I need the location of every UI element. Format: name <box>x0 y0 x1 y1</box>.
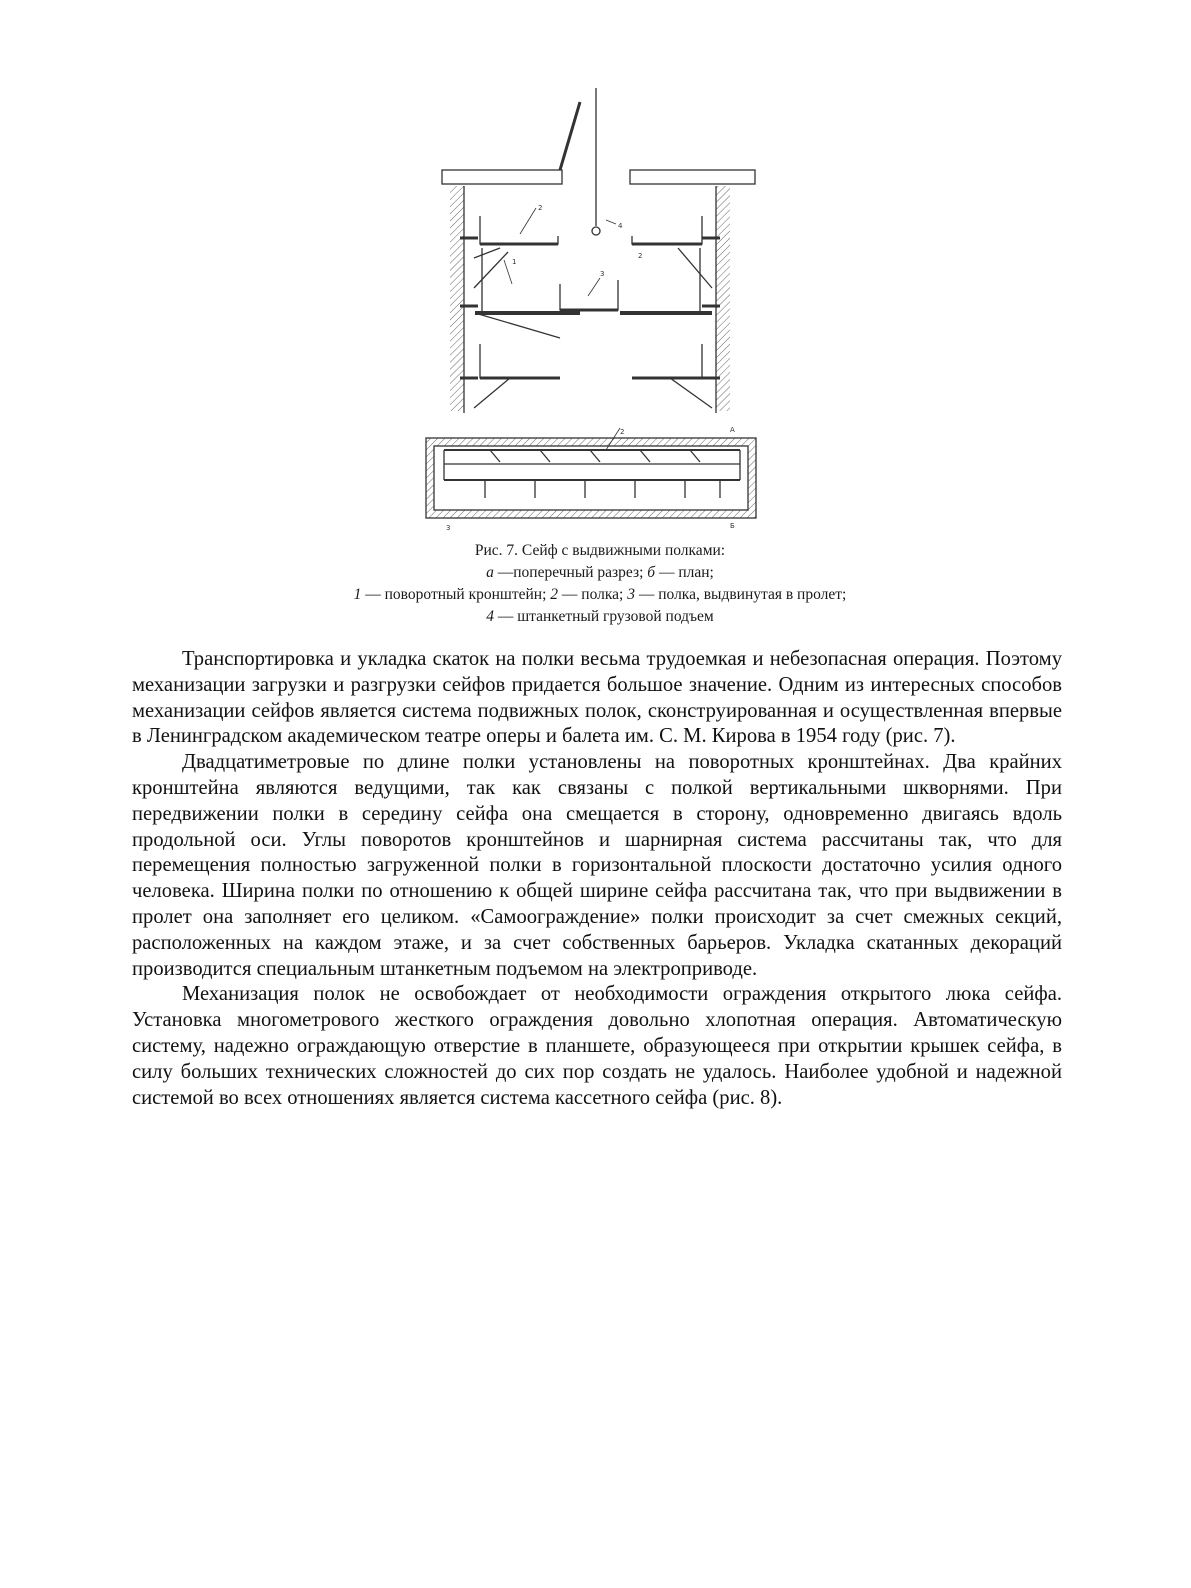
caption-4-label: 4 <box>486 608 494 625</box>
paragraph-1: Транспортировка и укладка скаток на полки весьма трудоемкая и небезопасная операция. Поэтому механизации загрузки и разгрузки сейфов придается большое значение. Одним из интересных способов механизации сейфов является система подвижных полок, сконструированная и осуществленная впервые в Ленинградском академическом театре оперы и балета им. С. М. Кирова в 1954 году (рис. 7). <box>132 648 1062 748</box>
safe-drawing-figure <box>420 88 785 536</box>
caption-a-label: а <box>486 564 494 581</box>
callout-4: 4 <box>618 222 623 230</box>
caption-1-label: 1 <box>353 586 362 603</box>
caption-3-label: 3 <box>627 586 635 603</box>
caption-a-text: —поперечный разрез; <box>493 564 648 581</box>
figure-caption <box>280 540 920 628</box>
safe-technical-drawing <box>420 88 785 536</box>
plan-view <box>426 438 756 518</box>
callout-2-plan: 2 <box>620 428 625 436</box>
caption-line-3 <box>280 584 920 606</box>
callout-1: 1 <box>512 258 517 266</box>
callout-3-plan: 3 <box>446 524 451 532</box>
caption-line-4 <box>280 606 920 628</box>
caption-title: Рис. 7. Сейф с выдвижными полками: <box>474 542 726 559</box>
caption-1-text: — поворотный кронштейн; <box>361 586 551 603</box>
section-mark-a: А <box>730 426 735 434</box>
caption-3-text: — полка, выдвинутая в пролет; <box>634 586 847 603</box>
caption-2-label: 2 <box>550 586 559 603</box>
left-shelves <box>460 216 580 408</box>
paragraph-3: Механизация полок не освобождает от необходимости ограждения открытого люка сейфа. Установка многометрового жесткого ограждения довольно хлопотная операция. Автоматическую систему, надежно ограждающую отверстие в планшете, образующееся при открытии крышек сейфа, в силу больших технических сложностей до сих пор создать не удалось. Наиболее удобной и надежной системой во всех отношениях является система кассетного сейфа (рис. 8). <box>132 983 1062 1109</box>
caption-b-text: — план; <box>655 564 714 581</box>
section-mark-b: Б <box>730 522 735 530</box>
callout-2-right: 2 <box>638 252 643 260</box>
callout-3: 3 <box>600 270 605 278</box>
body-text <box>132 647 1062 1111</box>
caption-b-label: б <box>647 564 656 581</box>
callout-2-left: 2 <box>538 204 543 212</box>
caption-4-text: — штанкетный грузовой подъем <box>493 608 714 625</box>
paragraph-2: Двадцатиметровые по длине полки установлены на поворотных кронштейнах. Два крайних кронштейна являются ведущими, так как связаны с полкой вертикальными шкворнями. При передвижении полки в середину сейфа она смещается в сторону, одновременно двигаясь вдоль продольной оси. Углы поворотов кронштейнов и шарнирная система рассчитаны так, что для перемещения полностью загруженной полки в горизонтальной плоскости достаточно усилия одного человека. Ширина полки по отношению к общей ширине сейфа рассчитана так, что при выдвижении в пролет она заполняет его целиком. «Самоограждение» полки происходит за счет смежных секций, расположенных на каждом этаже, и за счет собственных барьеров. Укладка скатанных декораций производится специальным штанкетным подъемом на электроприводе. <box>132 751 1062 980</box>
caption-2-text: — полка; <box>558 586 628 603</box>
right-shelves <box>620 216 720 408</box>
caption-line-2 <box>280 562 920 584</box>
